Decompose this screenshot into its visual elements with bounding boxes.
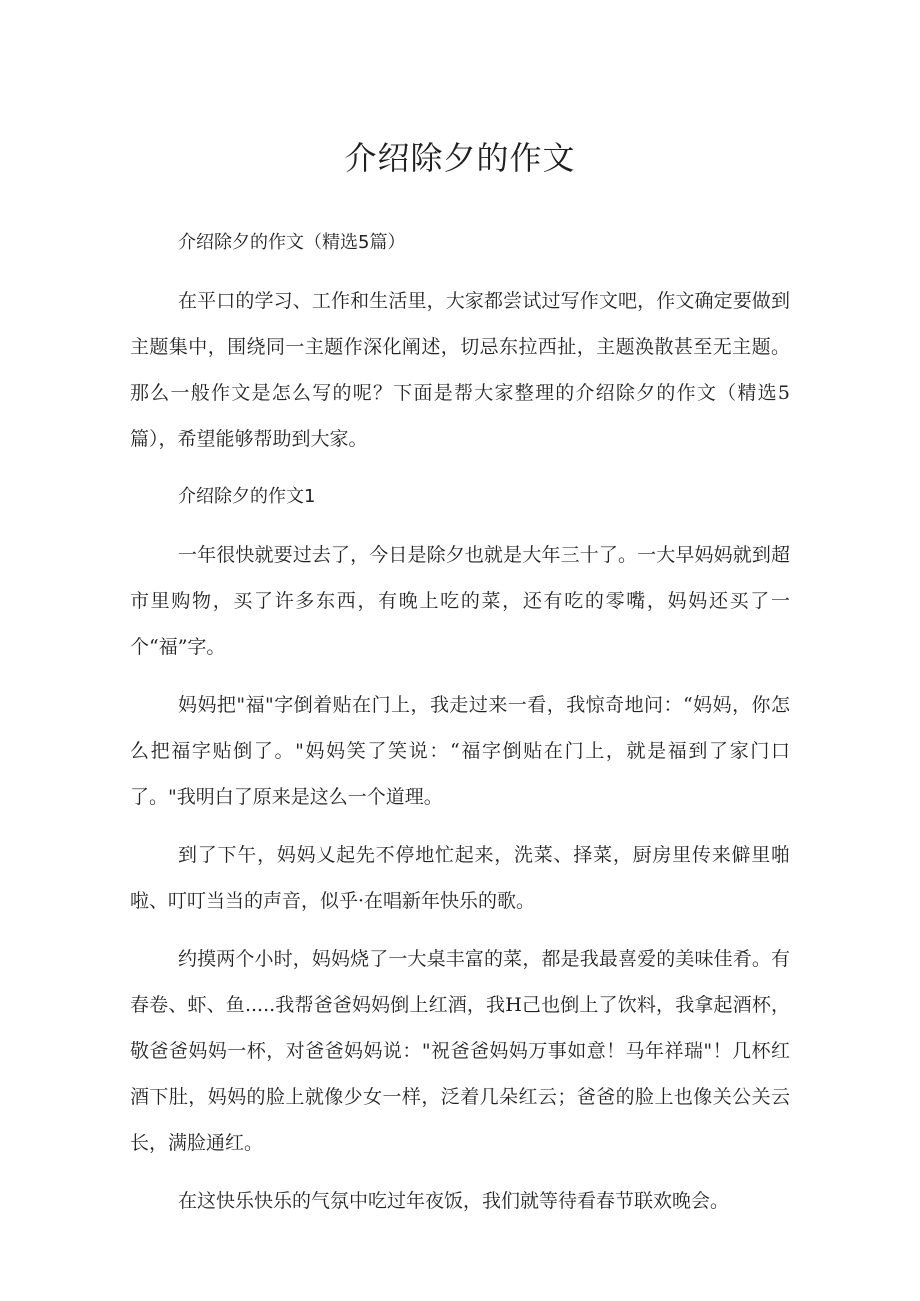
paragraph: 妈妈把"福"字倒着贴在门上，我走过来一看，我惊奇地问：“妈妈，你怎么把福字贴倒了。"妈妈笑了笑说：“福字倒贴在门上，就是福到了家门口了。"我明白了原来是这么一个道理。 [130, 694, 790, 808]
intro-paragraph: 在平口的学习、工作和生活里，大家都尝试过写作文吧，作文确定要做到主题集中，围绕同一主题作深化阐述，切忌东拉西扯，主题涣散甚至无主题。那么一般作文是怎么写的呢？下面是帮大家整理的介绍除夕的作文（精选5篇），希望能够帮助到大家。 [130, 290, 790, 450]
section-heading: 介绍除夕的作文1 [178, 486, 316, 507]
document-title: 介绍除夕的作文 [344, 139, 576, 177]
paragraph: 约摸两个小时，妈妈烧了一大桌丰富的菜，都是我最喜爱的美味佳肴。有春卷、虾、鱼.....我帮爸爸妈妈倒上红酒，我H己也倒上了饮料，我拿起酒杯，敬爸爸妈妈一杯，对爸爸妈妈说："祝爸爸妈妈万事如意！马年祥瑞"！几杯红酒下肚，妈妈的脸上就像少女一样，泛着几朵红云；爸爸的脸上也像关公关云长，满脸通红。 [130, 948, 790, 1154]
paragraph: 一年很快就要过去了，今日是除夕也就是大年三十了。一大早妈妈就到超市里购物，买了许多东西，有晚上吃的菜，还有吃的零嘴，妈妈还买了一个“福”字。 [130, 544, 790, 658]
subtitle: 介绍除夕的作文（精选5篇） [178, 232, 406, 253]
document-body [130, 220, 790, 1236]
paragraph: 到了下午，妈妈乂起先不停地忙起来，洗菜、择菜，厨房里传来僻里啪啦、叮叮当当的声音，似乎·在唱新年快乐的歌。 [130, 844, 790, 912]
paragraph: 在这快乐快乐的气氛中吃过年夜饭，我们就等待看春节联欢晚会。 [178, 1190, 730, 1212]
